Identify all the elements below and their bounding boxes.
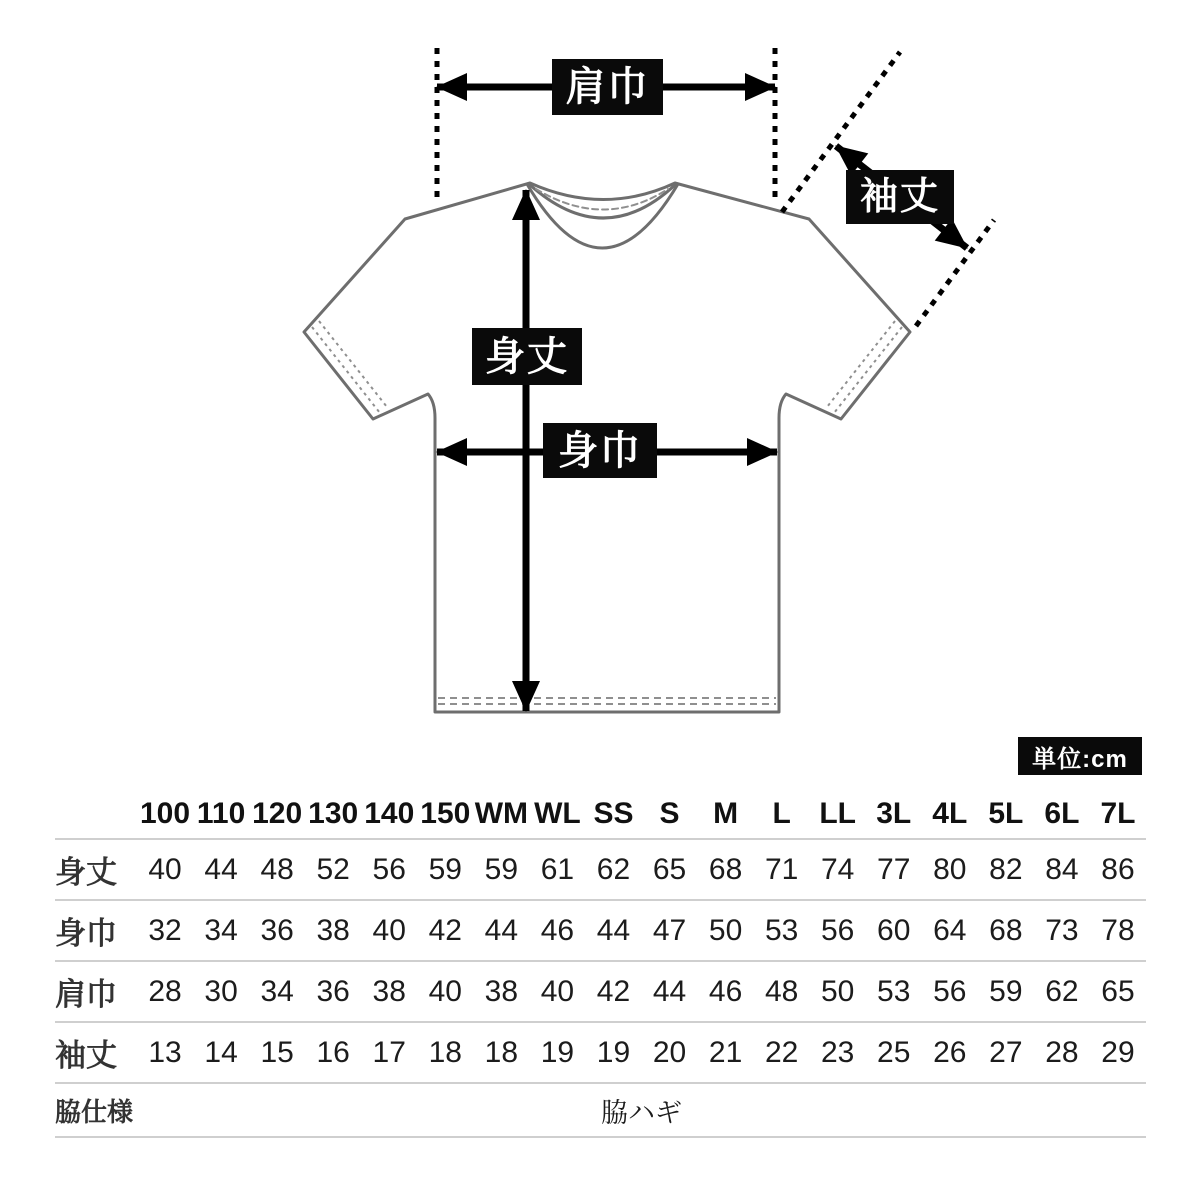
measurement-value: 56	[933, 974, 967, 1008]
unit-badge: 単位:cm	[1018, 737, 1142, 775]
size-column-header: 100	[139, 797, 191, 830]
measurement-value: 32	[148, 913, 182, 947]
measurement-value: 48	[764, 974, 799, 1008]
measurement-value: 77	[877, 852, 911, 886]
size-column-header: L	[772, 797, 791, 830]
measurement-value: 44	[204, 852, 238, 886]
measurement-value: 59	[989, 974, 1023, 1008]
measurement-value: 25	[877, 1035, 911, 1069]
measurement-value: 74	[821, 852, 855, 886]
measurement-value: 53	[764, 913, 799, 947]
measurement-value: 44	[596, 913, 631, 947]
measurement-value: 18	[484, 1035, 519, 1069]
measurement-value: 27	[989, 1035, 1023, 1069]
measurement-value: 65	[652, 852, 687, 886]
measurement-value: 44	[652, 974, 687, 1008]
measurement-value: 34	[260, 974, 294, 1008]
measurement-value: 38	[372, 974, 406, 1008]
table-row	[55, 790, 1146, 838]
body-length-label: 身丈	[472, 328, 582, 385]
measurement-value: 20	[652, 1035, 687, 1069]
measurement-value: 22	[764, 1035, 799, 1069]
size-column-header: 7L	[1100, 797, 1136, 830]
measurement-value: 40	[372, 913, 406, 947]
measurement-value: 86	[1101, 852, 1135, 886]
measurement-value: 30	[204, 974, 238, 1008]
measurement-value: 62	[596, 852, 631, 886]
measurement-row-label: 身巾	[55, 916, 117, 951]
measurement-value: 38	[484, 974, 519, 1008]
measurement-value: 40	[540, 974, 575, 1008]
size-column-header: LL	[819, 797, 857, 830]
table-row	[55, 899, 1146, 960]
size-column-header: 4L	[932, 797, 968, 830]
size-column-header: 140	[364, 797, 415, 830]
measurement-value: 38	[316, 913, 350, 947]
measurement-value: 28	[1045, 1035, 1079, 1069]
measurement-value: 62	[1045, 974, 1079, 1008]
measurement-value: 34	[204, 913, 238, 947]
size-column-header: WL	[534, 797, 581, 830]
measurement-value: 52	[316, 852, 350, 886]
measurement-value: 46	[708, 974, 743, 1008]
size-column-header: 3L	[876, 797, 912, 830]
measurement-value: 56	[821, 913, 855, 947]
size-column-header: M	[713, 797, 739, 830]
side-spec-label: 脇仕様	[55, 1096, 134, 1127]
measurement-value: 60	[877, 913, 911, 947]
measurement-value: 68	[708, 852, 743, 886]
measurement-value: 36	[316, 974, 350, 1008]
measurement-value: 19	[540, 1035, 575, 1069]
measurement-value: 59	[428, 852, 462, 886]
measurement-value: 64	[933, 913, 967, 947]
measurement-value: 50	[821, 974, 855, 1008]
measurement-value: 61	[540, 852, 575, 886]
measurement-value: 21	[708, 1035, 743, 1069]
measurement-value: 29	[1101, 1035, 1135, 1069]
side-spec-value: 脇ハギ	[601, 1097, 682, 1128]
table-row	[55, 960, 1146, 1021]
measurement-value: 56	[372, 852, 406, 886]
measurement-value: 48	[260, 852, 294, 886]
measurement-value: 42	[596, 974, 631, 1008]
measurement-value: 82	[989, 852, 1023, 886]
measurement-value: 19	[596, 1035, 631, 1069]
measurement-row-label: 肩巾	[55, 977, 117, 1012]
measurement-value: 26	[933, 1035, 967, 1069]
measurement-value: 73	[1045, 913, 1079, 947]
measurement-row-label: 袖丈	[55, 1038, 117, 1073]
measurement-value: 44	[484, 913, 519, 947]
measurement-value: 46	[540, 913, 575, 947]
measurement-value: 23	[821, 1035, 855, 1069]
measurement-value: 16	[316, 1035, 350, 1069]
measurement-value: 59	[484, 852, 519, 886]
measurement-value: 80	[933, 852, 967, 886]
measurement-value: 65	[1101, 974, 1135, 1008]
sleeve-length-label: 袖丈	[846, 170, 954, 224]
size-column-header: S	[659, 797, 680, 830]
measurement-value: 17	[372, 1035, 406, 1069]
size-table	[55, 790, 1146, 1138]
measurement-value: 53	[877, 974, 911, 1008]
size-column-header: 5L	[988, 797, 1024, 830]
measurement-value: 71	[764, 852, 799, 886]
size-column-header: 110	[196, 797, 246, 830]
table-row	[55, 1021, 1146, 1082]
measurement-value: 18	[428, 1035, 462, 1069]
measurement-value: 14	[204, 1035, 238, 1069]
measurement-value: 84	[1045, 852, 1079, 886]
measurement-value: 68	[989, 913, 1023, 947]
measurement-value: 78	[1101, 913, 1135, 947]
size-column-header: WM	[474, 797, 528, 830]
measurement-value: 42	[428, 913, 462, 947]
table-row	[55, 838, 1146, 899]
size-column-header: 120	[252, 797, 303, 830]
size-column-header: 150	[420, 797, 471, 830]
table-row	[55, 1082, 1146, 1138]
measurement-value: 13	[148, 1035, 182, 1069]
measurement-value: 50	[708, 913, 743, 947]
size-column-header: 6L	[1044, 797, 1080, 830]
measurement-value: 40	[428, 974, 462, 1008]
size-column-header: SS	[593, 797, 634, 830]
measurement-row-label: 身丈	[55, 855, 117, 890]
size-column-header: 130	[308, 797, 359, 830]
measurement-value: 15	[260, 1035, 294, 1069]
measurement-value: 36	[260, 913, 294, 947]
measurement-value: 40	[148, 852, 182, 886]
measurement-value: 47	[652, 913, 687, 947]
measurement-value: 28	[148, 974, 182, 1008]
shoulder-width-label: 肩巾	[552, 59, 663, 115]
body-width-label: 身巾	[543, 423, 657, 478]
